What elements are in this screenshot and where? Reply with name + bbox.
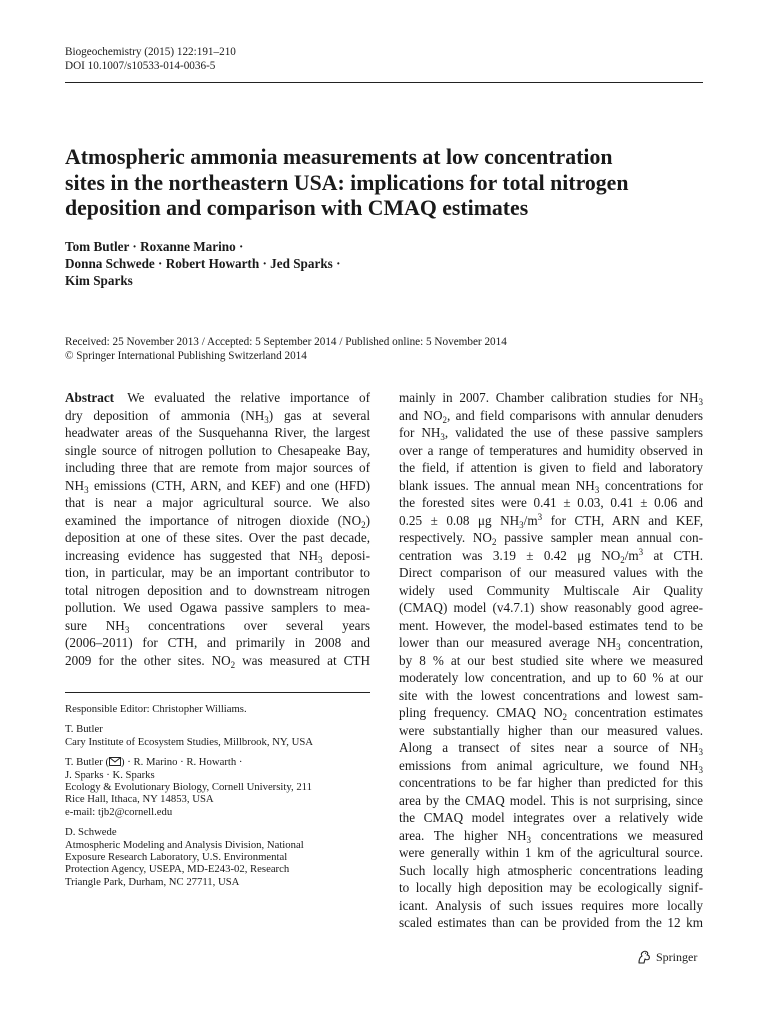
- affiliation-cary: [65, 723, 370, 748]
- abstract-line: $NH_3$ emissions (CTH, ARN, and KEF) and one (HFD): [65, 477, 370, 495]
- author-line: Kim Sparks: [65, 273, 133, 288]
- abstract-line: including three that are remote from major sources of: [65, 460, 370, 475]
- responsible-editor-note: [65, 703, 370, 715]
- contact-email[interactable]: e-mail: tjb2@cornell.edu: [65, 805, 173, 818]
- affiliation-institution: Cary Institute of Ecosystem Studies, Millbrook, NY, USA: [65, 735, 313, 748]
- history-dates: Received: 25 November 2013 / Accepted: 5 September 2014 / Published online: 5 November 2014: [65, 336, 507, 348]
- affiliation-institution: Ecology & Evolutionary Biology, Cornell University, 211: [65, 781, 312, 794]
- corresponding-author-name: T. Butler (: [65, 756, 110, 769]
- abstract-right-column: [399, 389, 703, 932]
- title-line: sites in the northeastern USA: implications for total nitrogen: [65, 170, 629, 195]
- footnotes: [65, 703, 370, 896]
- author-list: [65, 238, 665, 289]
- abstract-line: sure $NH_3$ concentrations over several years: [65, 617, 370, 635]
- abstract-line: for $NH_3$, validated the use of these passive samplers: [399, 425, 703, 442]
- publisher-logo: [636, 949, 697, 965]
- abstract-line: Direct comparison of our measured values with the: [399, 565, 703, 580]
- abstract-line: the forested sites were 0.41 ± 0.03, 0.41 ± 0.06 and: [399, 495, 703, 510]
- affiliation-authors: [65, 756, 370, 768]
- abstract-line: pollution. We used Ogawa passive samplers to mea-: [65, 600, 370, 615]
- abstract-line: deposition at one of these sites. Over the past decade,: [65, 530, 370, 545]
- abstract-label: Abstract: [65, 390, 115, 405]
- abstract-line: over a range of temperatures and humidity observed in: [399, 442, 703, 458]
- abstract-line: Such locally high atmospheric concentrations leading: [399, 862, 703, 878]
- abstract-line: icant. Analysis of such issues requires more locally: [399, 897, 703, 913]
- abstract-left-column: [65, 389, 370, 669]
- header-divider: [65, 82, 703, 83]
- abstract-line: area. The higher $NH_3$ concentrations we measured: [399, 827, 703, 845]
- abstract-line: 0.25 ± 0.08 μg $NH_3/m^3$ for CTH, ARN and KEF,: [399, 511, 703, 530]
- envelope-icon[interactable]: [109, 757, 121, 766]
- affiliation-authors-cont: J. Sparks · K. Sparks: [65, 768, 155, 781]
- abstract-line: to locally high deposition may be ecologically signif-: [399, 880, 703, 895]
- abstract-line: total nitrogen deposition and to downstream nitrogen: [65, 582, 370, 598]
- abstract-line: were substantially higher than our measured values.: [399, 722, 703, 738]
- affiliation-address: Rice Hall, Ithaca, NY 14853, USA: [65, 793, 214, 806]
- abstract-line: widely used Community Multiscale Air Quality: [399, 582, 703, 598]
- affiliation-agency: Protection Agency, USEPA, MD-E243-02, Research: [65, 863, 290, 876]
- abstract-line: (2006–2011) for CTH, and primarily in 2008 and: [65, 635, 370, 650]
- abstract-line: the field, if attention is given to field and laboratory: [399, 460, 703, 475]
- footnote-divider: [65, 692, 370, 693]
- abstract-line: were generally within 1 km of the agricultural source.: [399, 845, 703, 860]
- affiliation-epa: [65, 826, 370, 888]
- coauthor-names: ) · R. Marino · R. Howarth ·: [121, 756, 243, 769]
- author-line: Tom Butler · Roxanne Marino ·: [65, 239, 244, 254]
- journal-citation: Biogeochemistry (2015) 122:191–210: [65, 46, 236, 58]
- abstract-line: ment. However, the model-based estimates tend to be: [399, 617, 703, 633]
- abstract-line: headwater areas of the Susquehanna River, the largest: [65, 425, 370, 440]
- abstract-line: single source of nitrogen pollution to Chesapeake Bay,: [65, 442, 370, 458]
- abstract-line: site with the lowest concentrations and lowest sam-: [399, 687, 703, 703]
- author-line: Donna Schwede · Robert Howarth · Jed Sparks ·: [65, 256, 341, 271]
- copyright-notice: © Springer International Publishing Switzerland 2014: [65, 350, 307, 362]
- title-line: deposition and comparison with CMAQ estimates: [65, 196, 529, 220]
- abstract-line: mainly in 2007. Chamber calibration studies for $NH_3$: [399, 390, 703, 407]
- abstract-line: moderately low concentration, and up to 60 % at our: [399, 670, 703, 685]
- abstract-line: Abstract We evaluated the relative importance of: [65, 390, 370, 405]
- affiliation-cornell: [65, 756, 370, 818]
- abstract-line: and $NO_2$, and field comparisons with annular denuders: [399, 407, 703, 425]
- abstract-line: respectively. $NO_2$ passive sampler mean annual con-: [399, 530, 703, 547]
- abstract-line: concentrations to be far higher than predicted for this: [399, 775, 703, 790]
- abstract-line: area by the CMAQ model. This is not surprising, since: [399, 792, 703, 808]
- publisher-name: Springer: [656, 950, 698, 964]
- abstract-line: emissions from animal agriculture, we found $NH_3$: [399, 757, 703, 775]
- abstract-line: lower than our measured average $NH_3$ concentration,: [399, 635, 703, 652]
- affiliation-address: Triangle Park, Durham, NC 27711, USA: [65, 875, 240, 888]
- abstract-line: increasing evidence has suggested that $NH_3$ deposi-: [65, 547, 370, 565]
- abstract-line: centration was 3.19 ± 0.42 μg $NO_2/m^3$ at CTH.: [399, 546, 703, 565]
- abstract-line: scaled estimates than can be provided from the 12 km: [399, 915, 703, 930]
- abstract-line: (CMAQ) model (v4.7.1) show reasonably good agree-: [399, 600, 703, 615]
- doi[interactable]: DOI 10.1007/s10533-014-0036-5: [65, 60, 216, 72]
- affiliation-author: T. Butler: [65, 723, 103, 736]
- affiliation-division: Atmospheric Modeling and Analysis Division, National: [65, 838, 304, 851]
- abstract-line: tion, in particular, may be an important contributor to: [65, 565, 370, 580]
- abstract-line: by 8 % at our best studied site where we measured: [399, 652, 703, 668]
- article-title: [65, 145, 685, 222]
- abstract-line: Along a transect of sites near a source of $NH_3$: [399, 740, 703, 757]
- publication-history: [65, 335, 705, 363]
- abstract-line: examined the importance of nitrogen dioxide $(NO_2)$: [65, 512, 370, 530]
- responsible-editor: Responsible Editor: Christopher Williams.: [65, 703, 247, 715]
- abstract-line: 2009 for the other sites. $NO_2$ was measured at CTH: [65, 652, 371, 670]
- abstract-line: the CMAQ model integrates over a relatively wide: [399, 810, 703, 825]
- affiliation-author: D. Schwede: [65, 826, 117, 839]
- title-line: Atmospheric ammonia measurements at low concentration: [65, 145, 613, 169]
- abstract-line: dry deposition of ammonia $(NH_3)$ gas at several: [65, 407, 370, 425]
- abstract-line: blank issues. The annual mean $NH_3$ concentrations for: [399, 477, 703, 495]
- springer-horse-icon: [636, 949, 652, 965]
- abstract-line: that is near a major agricultural source. We also: [65, 495, 370, 510]
- affiliation-lab: Exposure Research Laboratory, U.S. Environmental: [65, 851, 288, 864]
- abstract-line: pling frequency. CMAQ $NO_2$ concentration estimates: [399, 705, 703, 722]
